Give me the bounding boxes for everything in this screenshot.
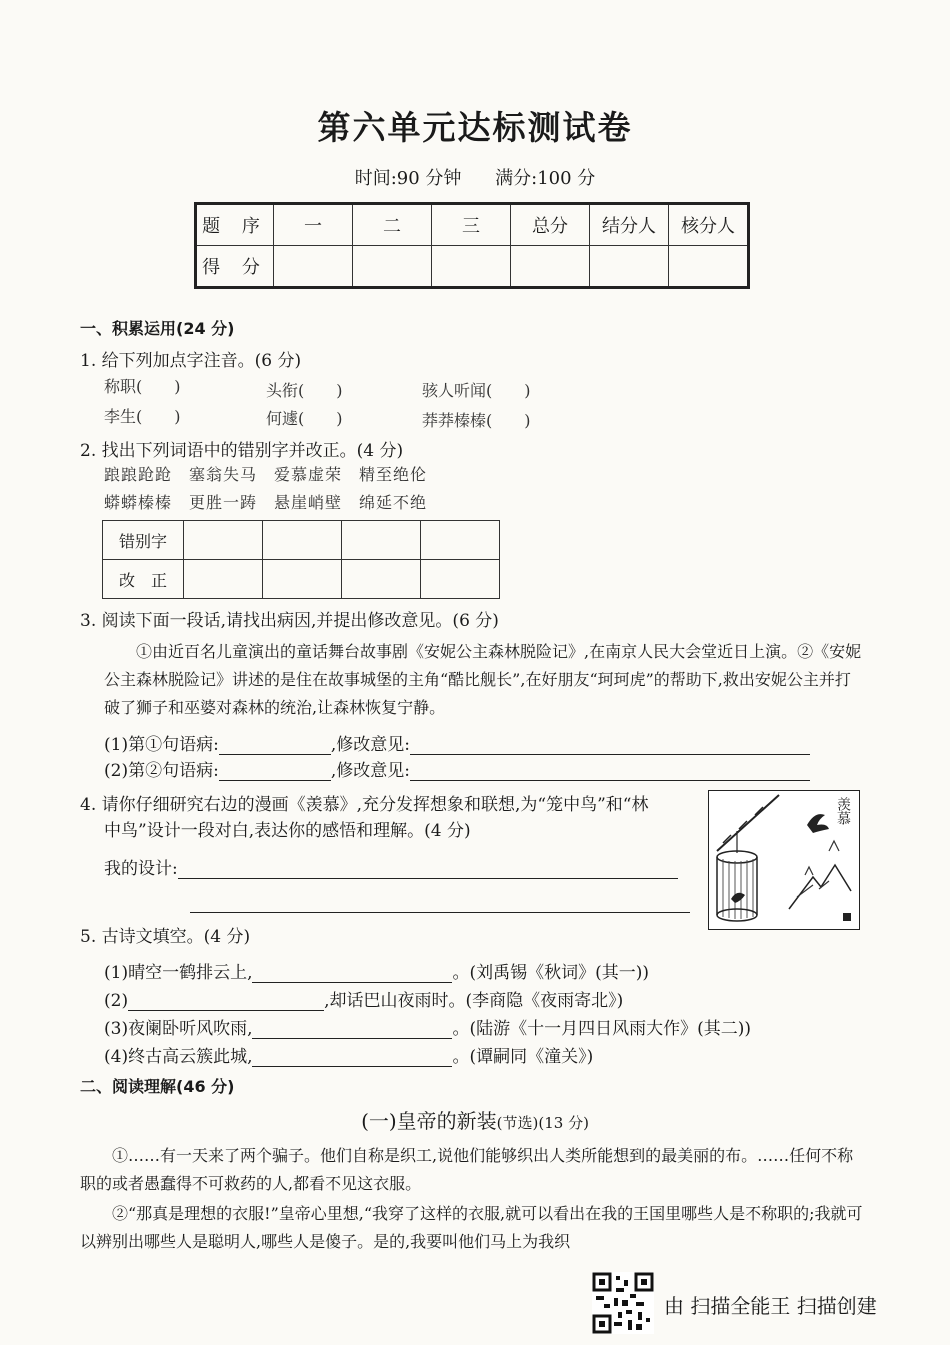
full-score: 满分:100 分 — [495, 168, 596, 189]
q4-prompt-1: 4. 请你仔细研究右边的漫画《羡慕》,充分发挥想象和联想,为“笼中鸟”和“林 — [80, 795, 649, 815]
q2-words-row2: 蟒蟒榛榛 更胜一踌 悬崖峭壁 绵延不绝 — [104, 493, 428, 512]
correction-cell[interactable] — [184, 521, 263, 560]
page-title: 第六单元达标测试卷 — [317, 108, 633, 147]
qr-code-icon — [592, 1272, 654, 1334]
score-cell[interactable] — [353, 246, 432, 288]
score-header-2: 二 — [353, 204, 432, 246]
q4-design-label: 我的设计: — [104, 859, 178, 879]
score-cell[interactable] — [432, 246, 511, 288]
section1-heading: 一、积累运用(24 分) — [80, 319, 235, 338]
q5-prompt: 5. 古诗文填空。(4 分) — [80, 927, 251, 947]
score-header-1: 一 — [274, 204, 353, 246]
answer-line[interactable] — [410, 736, 810, 755]
exam-meta — [0, 164, 950, 190]
correction-cell[interactable] — [263, 560, 342, 599]
score-header-total: 总分 — [511, 204, 590, 246]
score-header-label: 题 序 — [196, 204, 274, 246]
q4-design — [104, 854, 678, 879]
answer-line[interactable] — [252, 1020, 452, 1039]
q2-words-row1: 踉踉跄跄 塞翁失马 爱慕虚荣 精至绝伦 — [104, 465, 428, 484]
score-cell[interactable] — [511, 246, 590, 288]
score-table — [194, 202, 750, 289]
time-limit: 时间:90 分钟 — [354, 168, 462, 189]
q1-item: 李生( ) — [104, 407, 181, 426]
answer-line[interactable] — [219, 736, 331, 755]
q1-item: 称职( ) — [104, 377, 181, 396]
correction-cell[interactable] — [184, 560, 263, 599]
reading-paragraph-2: ②“那真是理想的衣服!”皇帝心里想,“我穿了这样的衣服,就可以看出在我的王国里哪些人是不称职的;我就可以辨别出哪些人是聪明人,哪些人是傻子。是的,我要叫他们马上为我织 — [80, 1204, 863, 1251]
q3-a1-label: (1)第①句语病: — [104, 735, 219, 755]
cartoon-caption: 羡慕 — [835, 797, 851, 825]
correction-cell[interactable] — [421, 521, 500, 560]
answer-line[interactable] — [190, 912, 690, 913]
q2-prompt: 2. 找出下列词语中的错别字并改正。(4 分) — [80, 441, 404, 461]
correction-cell[interactable] — [342, 560, 421, 599]
q1-item: 骇人听闻( ) — [422, 381, 531, 400]
reading-title-main: (一)皇帝的新装 — [361, 1109, 497, 1133]
reading-paragraph-1: ①……有一天来了两个骗子。他们自称是织工,说他们能够织出人类所能想到的最美丽的布。……任何不称职的或者愚蠢得不可救药的人,都看不见这衣服。 — [80, 1146, 854, 1193]
correction-label-wrong: 错别字 — [103, 521, 184, 560]
answer-line[interactable] — [219, 762, 331, 781]
q5-line-4 — [104, 1042, 593, 1067]
section2-heading: 二、阅读理解(46 分) — [80, 1077, 235, 1096]
q1-item: 头衔( ) — [266, 381, 343, 400]
q5-l1-source: 。(刘禹锡《秋词》(其一)) — [452, 963, 650, 983]
correction-table — [102, 520, 500, 599]
answer-line[interactable] — [128, 992, 324, 1011]
q1-prompt: 1. 给下列加点字注音。(6 分) — [80, 351, 302, 371]
q5-l2-text: (2) — [104, 991, 129, 1011]
answer-line[interactable] — [178, 860, 678, 879]
q5-l1-text: (1)晴空一鹤排云上, — [104, 963, 253, 983]
score-cell[interactable] — [274, 246, 353, 288]
correction-cell[interactable] — [342, 521, 421, 560]
q5-l3-source: 。(陆游《十一月四日风雨大作》(其二)) — [452, 1019, 752, 1039]
score-header-3: 三 — [432, 204, 511, 246]
q3-prompt: 3. 阅读下面一段话,请找出病因,并提出修改意见。(6 分) — [80, 611, 499, 631]
cartoon-image — [708, 790, 860, 930]
score-row-label: 得 分 — [196, 246, 274, 288]
q5-l4-source: 。(谭嗣同《潼关》) — [452, 1047, 594, 1067]
q5-l3-text: (3)夜阑卧听风吹雨, — [104, 1019, 253, 1039]
q3-answer-2 — [104, 756, 810, 781]
score-cell[interactable] — [669, 246, 749, 288]
correction-cell[interactable] — [421, 560, 500, 599]
reading-title — [0, 1105, 950, 1134]
q5-line-1 — [104, 958, 649, 983]
q1-item: 何遽( ) — [266, 409, 343, 428]
answer-line[interactable] — [252, 1048, 452, 1067]
q3-answer-1 — [104, 730, 810, 755]
q3-fix-label: ,修改意见: — [330, 761, 410, 781]
q5-line-2 — [104, 986, 623, 1011]
q5-l4-text: (4)终古高云簇此城, — [104, 1047, 253, 1067]
correction-label-fix: 改 正 — [103, 560, 184, 599]
scanner-watermark: 由 扫描全能王 扫描创建 — [664, 1294, 877, 1318]
reading-title-sub: (节选)(13 分) — [496, 1114, 589, 1132]
q5-l2-source: ,却话巴山夜雨时。(李商隐《夜雨寄北》) — [324, 991, 624, 1011]
correction-cell[interactable] — [263, 521, 342, 560]
q5-line-3 — [104, 1014, 751, 1039]
answer-line[interactable] — [410, 762, 810, 781]
score-header-scorer: 结分人 — [590, 204, 669, 246]
score-cell[interactable] — [590, 246, 669, 288]
q3-passage: ①由近百名儿童演出的童话舞台故事剧《安妮公主森林脱险记》,在南京人民大会堂近日上演。②《安妮公主森林脱险记》讲述的是住在故事城堡的主角“酷比舰长”,在好朋友“珂珂虎”的帮助下,救出安妮公主并打破了狮子和巫婆对森林的统治,让森林恢复宁静。 — [104, 642, 862, 717]
q4-prompt-2: 中鸟”设计一段对白,表达你的感悟和理解。(4 分) — [104, 821, 471, 841]
q1-item: 莽莽榛榛( ) — [422, 411, 531, 430]
answer-line[interactable] — [252, 964, 452, 983]
score-header-checker: 核分人 — [669, 204, 749, 246]
q3-fix-label: ,修改意见: — [330, 735, 410, 755]
q3-a2-label: (2)第②句语病: — [104, 761, 219, 781]
